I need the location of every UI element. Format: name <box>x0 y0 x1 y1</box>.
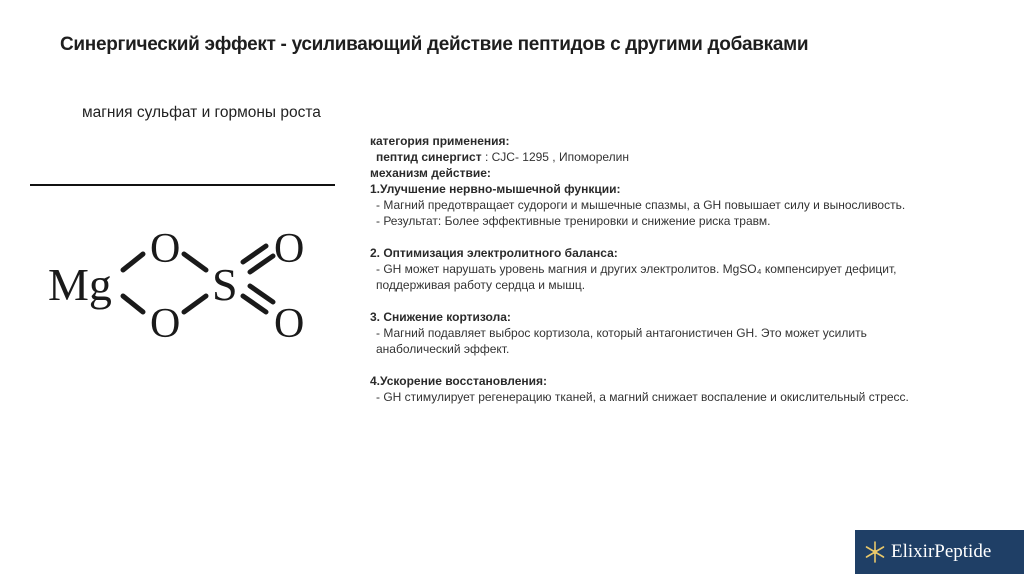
formula-sulfur-atom: S <box>212 259 238 310</box>
double-bond-top-1 <box>243 246 266 262</box>
snowflake-logo-icon <box>863 540 887 564</box>
mechanism-heading: механизм действие: <box>370 166 491 180</box>
section-2-heading: 2. Оптимизация электролитного баланса: <box>370 246 618 260</box>
bond-mg-o-top <box>123 254 143 270</box>
formula-oxygen-bottom-left: O <box>150 301 181 347</box>
section-1-heading: 1.Улучшение нервно-мышечной функции: <box>370 182 621 196</box>
divider-line <box>30 184 335 186</box>
section-3-line-1: - Магний подавляет выброс кортизола, который антагонистичен GH. Это может усилить анаболический эффект. <box>376 326 867 356</box>
category-heading: категория применения: <box>370 134 510 148</box>
peptide-label: пептид синергист <box>376 150 482 164</box>
peptide-value: : CJC- 1295 , Ипоморелин <box>481 150 629 164</box>
elixirpeptide-logo <box>855 530 1024 574</box>
slide-subtitle: магния сульфат и гормоны роста <box>82 104 321 121</box>
double-bond-bottom-2 <box>250 286 273 302</box>
section-1-line-2: - Результат: Более эффективные тренировки и снижение риска травм. <box>376 214 771 228</box>
peptide-line <box>370 149 910 165</box>
double-bond-bottom-1 <box>243 296 266 312</box>
content-text-block <box>370 133 910 405</box>
magnesium-sulfate-structural-formula <box>30 192 335 382</box>
bond-mg-o-bottom <box>123 296 143 312</box>
bond-o-s-bottom <box>184 296 206 312</box>
section-2-line-1: - GH может нарушать уровень магния и других электролитов. MgSO₄ компенсирует дефицит, поддерживая работу сердца и мышц. <box>376 262 897 292</box>
formula-oxygen-bottom-right: O <box>274 301 305 347</box>
bond-o-s-top <box>184 254 206 270</box>
double-bond-top-2 <box>250 256 273 272</box>
section-4-heading: 4.Ускорение восстановления: <box>370 374 548 388</box>
slide-title: Синергический эффект - усиливающий действие пептидов с другими добавками <box>60 34 809 55</box>
section-3-heading: 3. Снижение кортизола: <box>370 310 511 324</box>
section-4-line-1: - GH стимулирует регенерацию тканей, а магний снижает воспаление и окислительный стресс. <box>376 390 909 404</box>
formula-oxygen-top-left: O <box>150 226 181 272</box>
logo-text: ElixirPeptide <box>891 541 992 562</box>
formula-oxygen-top-right: O <box>274 226 305 272</box>
formula-mg-atom: Mg <box>48 259 112 310</box>
section-1-line-1: - Магний предотвращает судороги и мышечные спазмы, а GH повышает силу и выносливость. <box>376 198 906 212</box>
